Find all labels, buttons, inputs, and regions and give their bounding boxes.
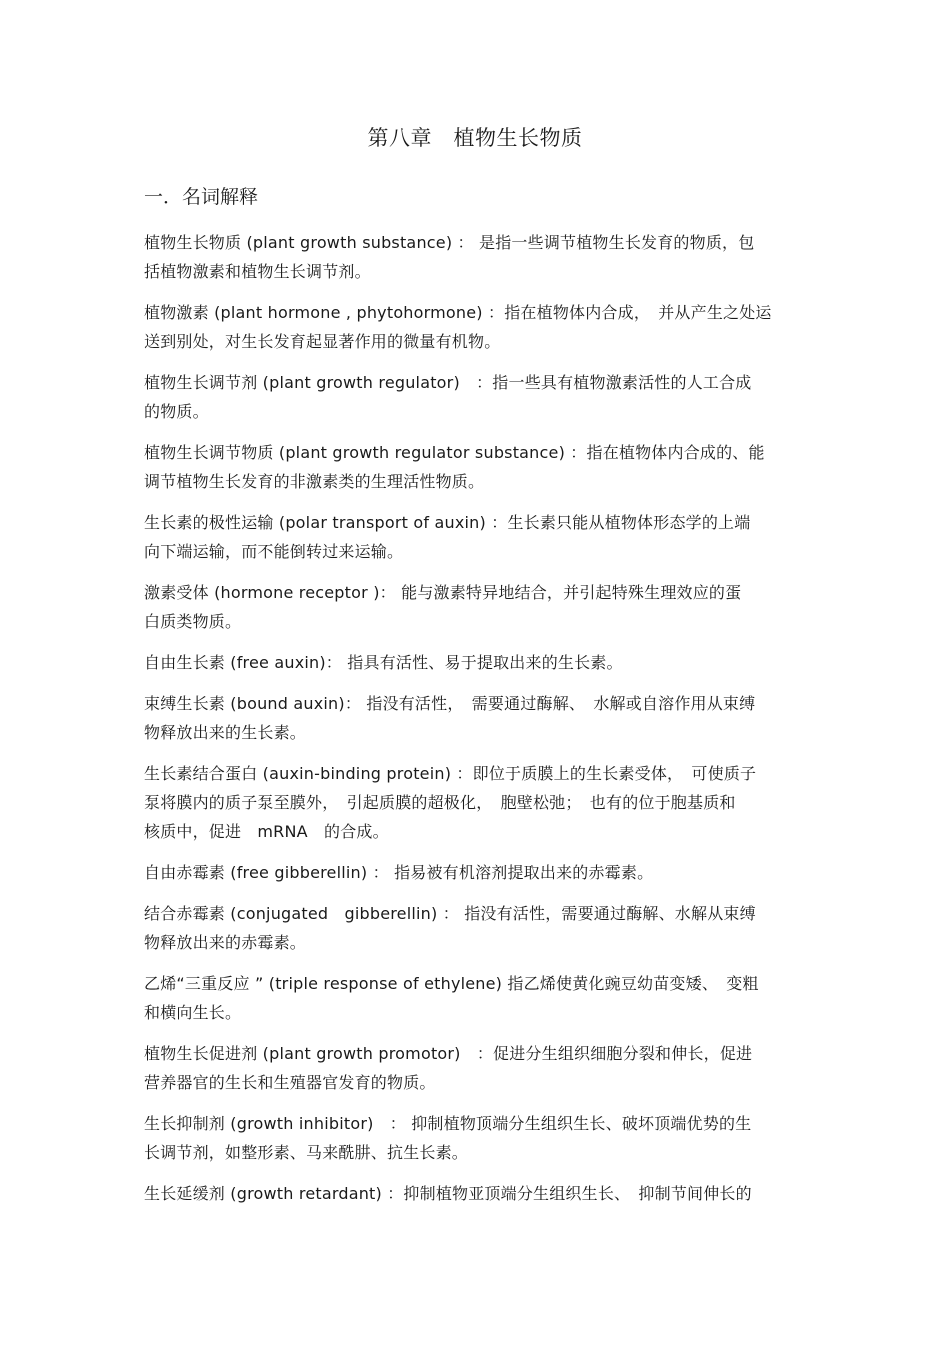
term-definition-line: 生长素结合蛋白 (auxin-binding protein) ：即位于质膜上的生长素受体， 可使质子 <box>144 764 757 783</box>
term-definition-line: 植物激素 (plant hormone , phytohormone) ：指在植物体内合成， 并从产生之处运 <box>144 303 772 322</box>
term-definition-line: 激素受体 (hormone receptor )： 能与激素特异地结合，并引起特殊生理效应的蛋 <box>144 583 742 602</box>
term-definition-line: 乙烯“三重反应 ” (triple response of ethylene) 指乙烯使黄化豌豆幼苗变矮、 变粗 <box>144 974 759 993</box>
term-definition-line: 植物生长调节物质 (plant growth regulator substance) ：指在植物体内合成的、能 <box>144 443 765 462</box>
term-definition <box>144 648 810 677</box>
chapter-title: 第八章 植物生长物质 <box>367 126 583 150</box>
term-definition <box>144 228 810 286</box>
term-definition <box>144 899 810 957</box>
term-definition-line: 物释放出来的生长素。 <box>144 723 307 742</box>
term-definition <box>144 438 810 496</box>
term-definition-list <box>144 228 810 1220</box>
term-definition <box>144 858 810 887</box>
term-definition-line: 物释放出来的赤霉素。 <box>144 933 307 952</box>
term-definition <box>144 368 810 426</box>
term-definition-line: 泵将膜内的质子泵至膜外， 引起质膜的超极化， 胞壁松弛； 也有的位于胞基质和 <box>144 793 736 812</box>
term-definition-line: 营养器官的生长和生殖器官发育的物质。 <box>144 1073 436 1092</box>
term-definition-line: 和横向生长。 <box>144 1003 242 1022</box>
term-definition-line: 长调节剂，如整形素、马来酰肼、抗生长素。 <box>144 1143 469 1162</box>
term-definition <box>144 1179 810 1208</box>
term-definition <box>144 759 810 846</box>
term-definition-line: 植物生长物质 (plant growth substance) ： 是指一些调节植物生长发育的物质，包 <box>144 233 755 252</box>
term-definition <box>144 1039 810 1097</box>
term-definition-line: 调节植物生长发育的非激素类的生理活性物质。 <box>144 472 485 491</box>
term-definition-line: 自由赤霉素 (free gibberellin) ： 指易被有机溶剂提取出来的赤霉素。 <box>144 863 654 882</box>
term-definition <box>144 508 810 566</box>
term-definition-line: 生长抑制剂 (growth inhibitor) ： 抑制植物顶端分生组织生长、破坏顶端优势的生 <box>144 1114 752 1133</box>
section-heading: 一．名词解释 <box>144 186 259 208</box>
term-definition-line: 向下端运输，而不能倒转过来运输。 <box>144 542 404 561</box>
term-definition <box>144 298 810 356</box>
term-definition <box>144 689 810 747</box>
term-definition-line: 括植物激素和植物生长调节剂。 <box>144 262 371 281</box>
term-definition <box>144 578 810 636</box>
term-definition-line: 送到别处，对生长发育起显著作用的微量有机物。 <box>144 332 501 351</box>
term-definition-line: 的物质。 <box>144 402 209 421</box>
term-definition <box>144 1109 810 1167</box>
term-definition-line: 自由生长素 (free auxin)： 指具有活性、易于提取出来的生长素。 <box>144 653 623 672</box>
term-definition-line: 植物生长调节剂 (plant growth regulator) ：指一些具有植物激素活性的人工合成 <box>144 373 752 392</box>
term-definition <box>144 969 810 1027</box>
term-definition-line: 束缚生长素 (bound auxin)： 指没有活性， 需要通过酶解、 水解或自溶作用从束缚 <box>144 694 756 713</box>
term-definition-line: 结合赤霉素 (conjugated gibberellin) ： 指没有活性，需要通过酶解、水解从束缚 <box>144 904 756 923</box>
term-definition-line: 生长素的极性运输 (polar transport of auxin) ：生长素只能从植物体形态学的上端 <box>144 513 751 532</box>
term-definition-line: 植物生长促进剂 (plant growth promotor) ：促进分生组织细胞分裂和伸长，促进 <box>144 1044 753 1063</box>
term-definition-line: 核质中，促进 mRNA 的合成。 <box>144 822 389 841</box>
term-definition-line: 白质类物质。 <box>144 612 242 631</box>
term-definition-line: 生长延缓剂 (growth retardant) ：抑制植物亚顶端分生组织生长、 抑制节间伸长的 <box>144 1184 752 1203</box>
